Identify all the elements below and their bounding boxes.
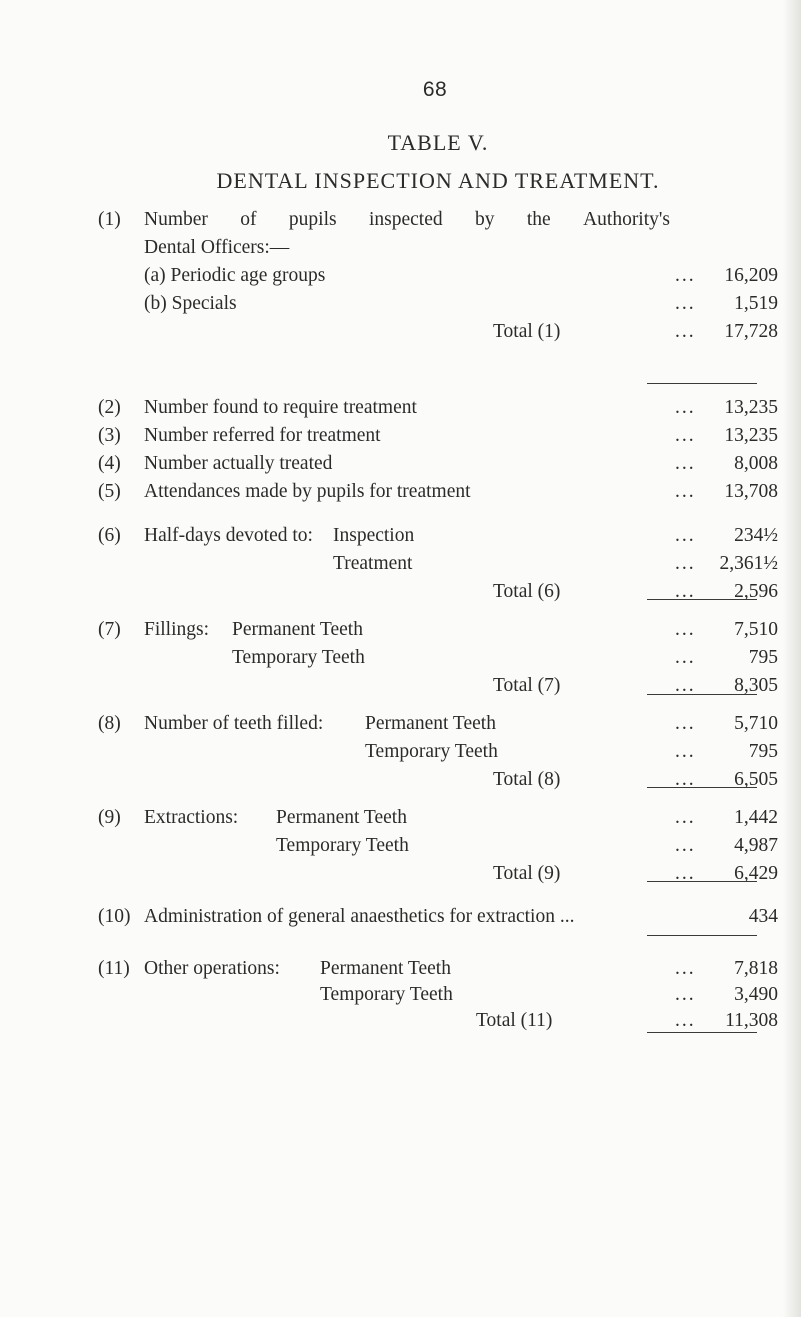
total-row (98, 862, 778, 886)
table-row (98, 646, 778, 670)
section-1-heading (144, 208, 670, 232)
section-number: (5) (98, 481, 121, 502)
row-sublabel: Permanent Teeth (365, 713, 496, 734)
total-value: 2,596 (734, 581, 778, 602)
row-label: Extractions: (144, 807, 239, 828)
leader-dots: ... (675, 293, 696, 314)
row-sublabel: Temporary Teeth (365, 741, 498, 762)
heading-word: Authority's (583, 209, 670, 230)
total-value: 6,429 (734, 863, 778, 884)
row-label: Number of teeth filled: (144, 713, 324, 734)
row-value: 795 (748, 741, 778, 762)
total-rule (647, 599, 757, 600)
table-row (98, 292, 778, 316)
table-title: TABLE V. (387, 130, 489, 155)
row-value: 13,235 (724, 425, 778, 446)
row-label: (a) Periodic age groups (144, 265, 326, 286)
section-8 (98, 712, 778, 792)
heading-word: inspected (368, 209, 443, 230)
leader-dots: ... (675, 581, 696, 602)
page-edge-shadow (783, 0, 801, 1317)
row-sublabel: Temporary Teeth (276, 835, 409, 856)
section-number: (3) (98, 425, 121, 446)
row-label: Number actually treated (144, 453, 333, 474)
total-row (98, 320, 778, 344)
total-rule (647, 694, 757, 695)
section-number: (2) (98, 397, 121, 418)
table-row (98, 740, 778, 764)
table-row (98, 618, 778, 642)
leader-dots: ... (675, 481, 696, 502)
row-value: 16,209 (724, 265, 778, 286)
row-value: 7,818 (734, 958, 778, 979)
heading-word: of (240, 209, 257, 230)
total-value: 8,305 (734, 675, 778, 696)
table-row (98, 552, 778, 576)
section-1-heading-row-2 (98, 236, 778, 260)
leader-dots: ... (675, 741, 696, 762)
leader-dots: ... (675, 525, 696, 546)
rule (647, 935, 757, 936)
section-9 (98, 806, 778, 886)
section-10 (98, 905, 778, 929)
leader-dots: ... (675, 807, 696, 828)
section-number: (8) (98, 713, 121, 734)
row-value: 8,008 (734, 453, 778, 474)
row-value: 434 (748, 906, 778, 927)
total-rule (647, 1032, 757, 1033)
table-row (98, 834, 778, 858)
row-value: 234½ (734, 525, 778, 546)
leader-dots: ... (675, 769, 696, 790)
row-sublabel: Temporary Teeth (320, 984, 453, 1005)
leader-dots: ... (675, 425, 696, 446)
leader-dots: ... (675, 835, 696, 856)
section-number: (4) (98, 453, 121, 474)
total-label: Total (7) (493, 675, 561, 696)
table-row (98, 264, 778, 288)
table-row (98, 957, 778, 981)
total-label: Total (9) (493, 863, 561, 884)
section-6 (98, 524, 778, 604)
section-number: (6) (98, 525, 121, 546)
leader-dots: ... (675, 1010, 696, 1031)
row-sublabel: Permanent Teeth (276, 807, 407, 828)
row-sublabel: Treatment (333, 553, 413, 574)
leader-dots: ... (675, 647, 696, 668)
section-11 (98, 957, 778, 1033)
row-label: Half-days devoted to: (144, 525, 313, 546)
table-row (98, 712, 778, 736)
total-label: Total (6) (493, 581, 561, 602)
total-label: Total (8) (493, 769, 561, 790)
total-row (98, 580, 778, 604)
row-sublabel: Temporary Teeth (232, 647, 365, 668)
leader-dots: ... (675, 958, 696, 979)
leader-dots: ... (675, 619, 696, 640)
row-value: 5,710 (734, 713, 778, 734)
table-row (98, 396, 778, 420)
row-label: (b) Specials (144, 293, 237, 314)
leader-dots: ... (675, 863, 696, 884)
table-heading: DENTAL INSPECTION AND TREATMENT. (216, 168, 660, 193)
table-row (98, 905, 778, 929)
row-label: Other operations: (144, 958, 280, 979)
row-value: 3,490 (734, 984, 778, 1005)
row-value: 1,519 (734, 293, 778, 314)
leader-dots: ... (675, 321, 696, 342)
row-label: Administration of general anaesthetics for extraction ... (144, 906, 575, 927)
leader-dots: ... (675, 553, 696, 574)
leader-dots: ... (675, 713, 696, 734)
heading-word: pupils (288, 209, 337, 230)
row-sublabel: Permanent Teeth (320, 958, 451, 979)
leader-dots: ... (675, 265, 696, 286)
row-sublabel: Inspection (333, 525, 415, 546)
total-value: 17,728 (724, 321, 778, 342)
leader-dots: ... (675, 984, 696, 1005)
row-value: 7,510 (734, 619, 778, 640)
heading-word: the (526, 209, 551, 230)
row-sublabel: Permanent Teeth (232, 619, 363, 640)
row-value: 4,987 (734, 835, 778, 856)
total-row (98, 1009, 778, 1033)
section-7 (98, 618, 778, 698)
section-1-heading-row (98, 208, 778, 232)
total-label: Total (1) (493, 321, 561, 342)
row-value: 795 (748, 647, 778, 668)
row-value: 13,235 (724, 397, 778, 418)
row-label: Attendances made by pupils for treatment (144, 481, 471, 502)
section-2-5 (98, 396, 778, 504)
table-row (98, 806, 778, 830)
table-row (98, 524, 778, 548)
total-rule (647, 787, 757, 788)
row-value: 1,442 (734, 807, 778, 828)
section-number: (7) (98, 619, 121, 640)
total-row (98, 768, 778, 792)
row-label: Fillings: (144, 619, 210, 640)
row-label: Number referred for treatment (144, 425, 381, 446)
page-number: 68 (422, 78, 448, 101)
table-row (98, 452, 778, 476)
table-row (98, 424, 778, 448)
heading-word: Number (144, 209, 208, 230)
section-number: (1) (98, 209, 121, 230)
total-value: 11,308 (725, 1010, 778, 1031)
row-value: 13,708 (724, 481, 778, 502)
section-1 (98, 208, 778, 344)
total-value: 6,505 (734, 769, 778, 790)
leader-dots: ... (675, 397, 696, 418)
total-rule (647, 881, 757, 882)
section-1-heading-continued: Dental Officers:— (144, 237, 290, 258)
table-row (98, 480, 778, 504)
section-number: (9) (98, 807, 121, 828)
section-number: (10) (98, 906, 131, 927)
leader-dots: ... (675, 453, 696, 474)
leader-dots: ... (675, 675, 696, 696)
table-row (98, 983, 778, 1007)
total-rule (647, 383, 757, 384)
row-value: 2,361½ (719, 553, 778, 574)
heading-word: by (474, 209, 495, 230)
section-number: (11) (98, 958, 130, 979)
row-label: Number found to require treatment (144, 397, 417, 418)
total-label: Total (11) (476, 1010, 553, 1031)
